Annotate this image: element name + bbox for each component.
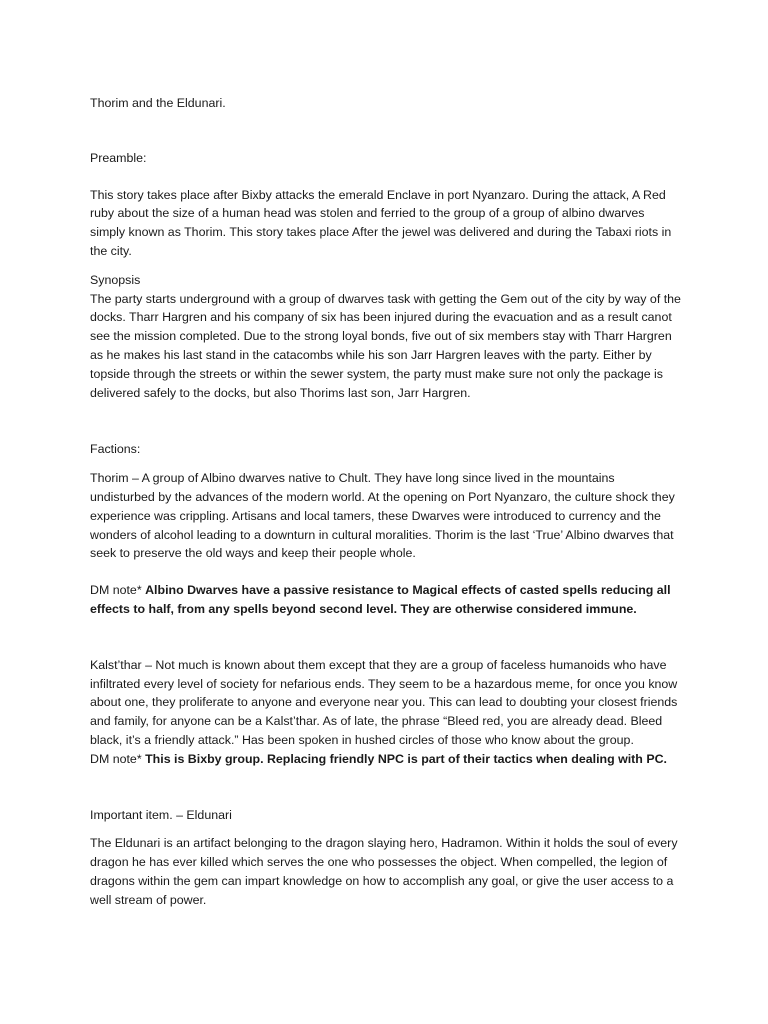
dm-note-thorim (90, 581, 682, 619)
synopsis-paragraph: The party starts underground with a group of dwarves task with getting the Gem out of the city by way of the docks. Tharr Hargren and his company of six has been injured during the evacuation and as a result canot see the mission completed. Due to the strong loyal bonds, five out of six members stay with Tharr Hargren as he makes his last stand in the catacombs while his son Jarr Hargren leaves with the party. Either by topside through the streets or within the sewer system, the party must make sure not only the package is delivered safely to the docks, but also Thorims last son, Jarr Hargren. (90, 291, 681, 400)
document-page (90, 94, 682, 910)
dm-note-label: DM note* (90, 751, 142, 766)
factions-heading: Factions: (90, 442, 141, 457)
dm-note-text: Albino Dwarves have a passive resistance to Magical effects of casted spells reducing all effects to half, from any spells beyond second level. They are otherwise considered immune. (90, 583, 671, 616)
synopsis-heading: Synopsis (90, 272, 141, 287)
dm-note-label: DM note* (90, 583, 142, 598)
important-item-heading: Important item. – Eldunari (90, 807, 232, 822)
thorim-faction-paragraph: Thorim – A group of Albino dwarves native to Chult. They have long since lived in the mountains undisturbed by the advances of the modern world. At the opening on Port Nyanzaro, the culture shock they experience was crippling. Artisans and local tamers, these Dwarves were introduced to currency and the wonders of alcohol leading to a downturn in cultural moralities. Thorim is the last ‘True’ Albino dwarves that seek to preserve the old ways and keep their people whole. (90, 471, 675, 561)
document-title: Thorim and the Eldunari. (90, 96, 226, 110)
preamble-paragraph: This story takes place after Bixby attacks the emerald Enclave in port Nyanzaro. During the attack, A Red ruby about the size of a human head was stolen and ferried to the group of a group of albino dwarves simply known as Thorim. This story takes place After the jewel was delivered and during the Tabaxi riots in the city. (90, 187, 672, 258)
eldunari-paragraph: The Eldunari is an artifact belonging to the dragon slaying hero, Hadramon. Within it holds the soul of every dragon he has ever killed which serves the one who possesses the object. When compelled, the legion of dragons within the gem can impart knowledge on how to accomplish any goal, or give the user access to a well stream of power. (90, 836, 678, 907)
kalstthar-faction-paragraph: Kalst’thar – Not much is known about them except that they are a group of faceless humanoids who have infiltrated every level of society for nefarious ends. They seem to be a hazardous meme, for once you know about one, they proliferate to anyone and everyone near you. This can lead to doubting your closest friends and family, for anyone can be a Kalst’thar. As of late, the phrase “Bleed red, you are already dead. Bleed black, it’s a friendly attack.” Has been spoken in hushed circles of those who know about the group. (90, 657, 678, 747)
dm-note-text: This is Bixby group. Replacing friendly NPC is part of their tactics when dealing with PC. (145, 751, 667, 766)
dm-note-kalstthar (90, 750, 682, 769)
preamble-heading: Preamble: (90, 150, 147, 165)
